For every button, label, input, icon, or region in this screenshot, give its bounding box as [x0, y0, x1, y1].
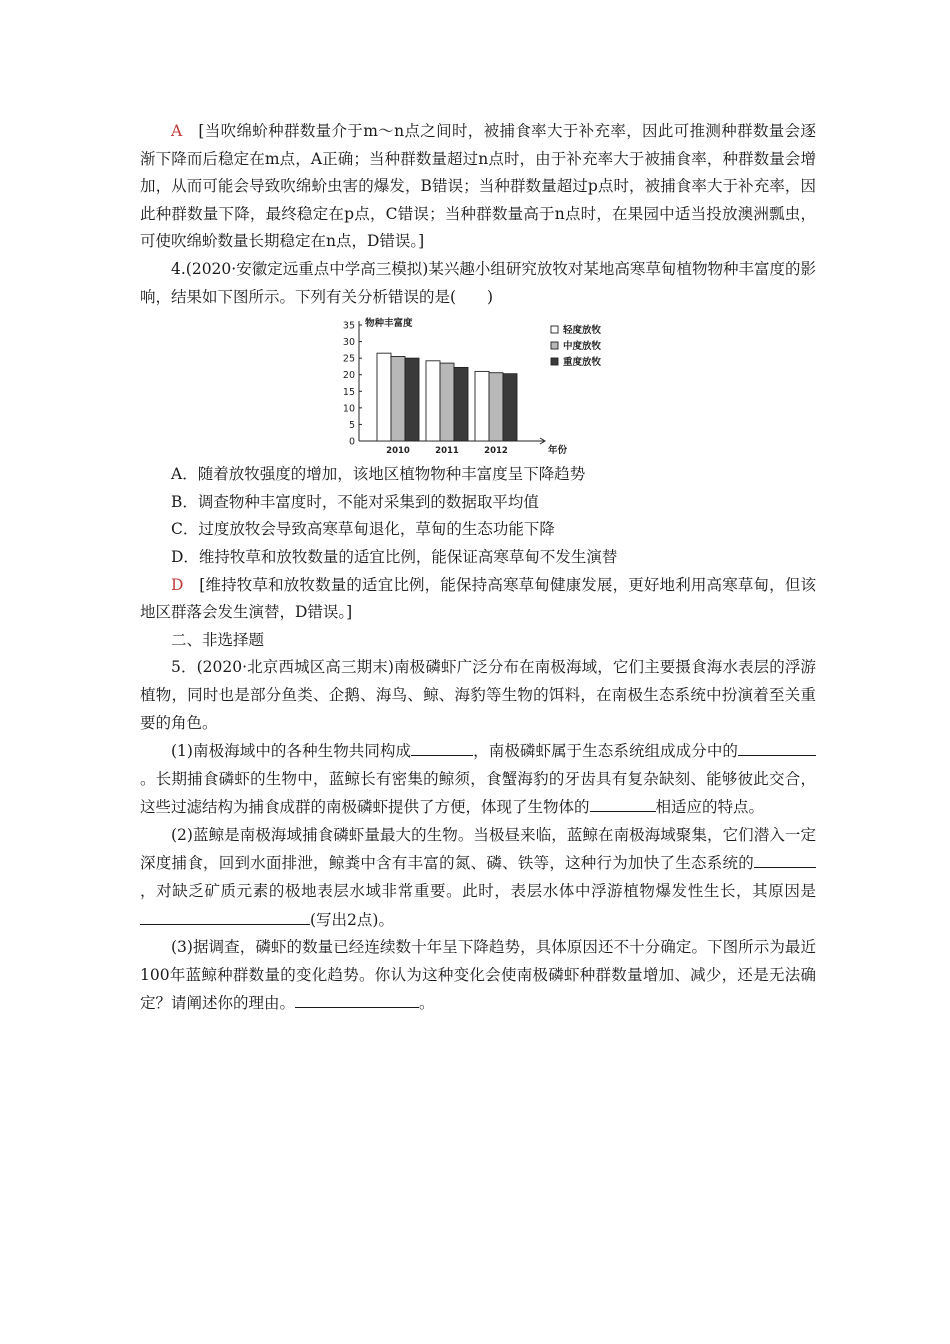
y-tick-label: 35 [342, 320, 355, 332]
q4-answer-letter: D [171, 575, 184, 594]
legend-swatch [551, 342, 558, 349]
bar-2010-s1 [391, 357, 405, 442]
q4-option-c: C．过度放牧会导致高寒草甸退化，草甸的生态功能下降 [171, 520, 555, 539]
bar-2012-s1 [489, 373, 503, 441]
y-tick-label: 5 [348, 420, 355, 432]
q4-stem: 4.(2020·安徽定远重点中学高三模拟)某兴趣小组研究放牧对某地高寒草甸植物物种丰富度的影响，结果如下图所示。下列有关分析错误的是( ) [140, 259, 816, 306]
y-tick-label: 25 [342, 353, 355, 365]
richness-bar-chart [140, 315, 816, 455]
q5-p1-text-c: 。长期捕食磷虾的生物中，蓝鲸长有密集的鲸须，食蟹海豹的牙齿具有复杂缺刻、能够彼此交合，这些过滤结构为捕食成群的南极磷虾提供了方便，体现了生物体的 [140, 769, 816, 817]
q5-p1-text-a: (1)南极海域中的各种生物共同构成 [171, 742, 412, 761]
bar-2012-s0 [475, 372, 489, 442]
q5-part1 [140, 737, 816, 822]
answer-blank[interactable] [140, 906, 310, 925]
q5-p1-text-d: 相适应的特点。 [655, 798, 765, 817]
answer-blank[interactable] [590, 793, 656, 812]
q3-answer-letter: A [171, 122, 183, 140]
richness-bar-chart-svg [333, 315, 623, 455]
x-tick-label: 2010 [386, 446, 410, 456]
q5-p3-text-b: 。 [419, 994, 435, 1013]
legend-label: 中度放牧 [563, 341, 602, 353]
q4-option-b: B．调查物种丰富度时，不能对采集到的数据取平均值 [171, 492, 539, 511]
q4-answer [140, 572, 816, 627]
document-body [140, 118, 816, 1018]
bar-2010-s2 [405, 358, 419, 441]
q4-answer-text: [维持牧草和放牧数量的适宜比例，能保持高寒草甸健康发展，更好地利用高寒草甸，但该地区群落会发生演替，D错误。] [140, 575, 816, 622]
x-axis-label: 年份 [548, 445, 568, 456]
bar-2011-s0 [426, 361, 440, 441]
answer-blank[interactable] [738, 737, 816, 756]
bar-2012-s2 [503, 374, 517, 441]
bar-2011-s1 [440, 363, 454, 441]
answer-blank[interactable] [411, 737, 473, 756]
x-tick-label: 2012 [484, 446, 508, 456]
q3-answer [140, 118, 816, 256]
y-tick-label: 15 [342, 386, 355, 398]
q3-answer-text: [当吹绵蚧种群数量介于m～n点之间时，被捕食率大于补充率，因此可推测种群数量会逐渐下降而后稳定在m点，A正确；当种群数量超过n点时，由于补充率大于被捕食率，种群数量会增加，从而可能会导致吹绵蚧虫害的爆发，B错误；当种群数量超过p点时，被捕食率大于补充率，因此种群数量下降，最终稳定在p点，C错误；当种群数量高于n点时，在果园中适当投放澳洲瓢虫，可使吹绵蚧数量长期稳定在n点，D错误。] [140, 122, 816, 251]
legend-swatch [551, 326, 558, 333]
x-tick-label: 2011 [435, 446, 459, 456]
section-title: 二、非选择题 [171, 630, 265, 649]
answer-blank[interactable] [754, 849, 816, 868]
q5-p2-text-c: (写出2点)。 [310, 910, 394, 929]
legend-label: 重度放牧 [563, 357, 602, 369]
legend-label: 轻度放牧 [563, 325, 602, 337]
q4-option-d: D．维持牧草和放牧数量的适宜比例，能保证高寒草甸不发生演替 [171, 547, 618, 566]
q5-p2-text-b: ，对缺乏矿质元素的极地表层水域非常重要。此时，表层水体中浮游植物爆发性生长，其原因是 [140, 882, 816, 901]
chart-legend [551, 324, 602, 368]
y-tick-label: 30 [342, 337, 355, 349]
q5-part2 [140, 822, 816, 934]
q5-stem: 5．(2020·北京西城区高三期末)南极磷虾广泛分布在南极海域，它们主要摄食海水表层的浮游植物，同时也是部分鱼类、企鹅、海鸟、鲸、海豹等生物的饵料，在南极生态系统中扮演着至关重要的角色。 [140, 658, 816, 732]
bar-2010-s0 [377, 353, 391, 441]
y-tick-label: 10 [342, 403, 355, 415]
y-tick-label: 20 [342, 370, 355, 382]
answer-blank[interactable] [295, 989, 419, 1008]
q5-p2-text-a: (2)蓝鲸是南极海域捕食磷虾量最大的生物。当极昼来临，蓝鲸在南极海域聚集，它们潜入一定深度捕食，回到水面排泄，鲸粪中含有丰富的氮、磷、铁等，这种行为加快了生态系统的 [140, 825, 816, 873]
q5-p3-text-a: (3)据调查，磷虾的数量已经连续数十年呈下降趋势，具体原因还不十分确定。下图所示为最近100年蓝鲸种群数量的变化趋势。你认为这种变化会使南极磷虾种群数量增加、减少，还是无法确定？请阐述你的理由。 [140, 938, 816, 1013]
legend-swatch [551, 358, 558, 365]
q4-option-a: A．随着放牧强度的增加，该地区植物物种丰富度呈下降趋势 [171, 465, 586, 484]
q5-p1-text-b: ，南极磷虾属于生态系统组成成分中的 [473, 742, 738, 761]
chart-bars [377, 353, 517, 455]
bar-2011-s2 [454, 368, 468, 442]
q5-part3 [140, 934, 816, 1018]
y-tick-label: 0 [348, 436, 355, 448]
chart-title: 物种丰富度 [365, 318, 413, 330]
